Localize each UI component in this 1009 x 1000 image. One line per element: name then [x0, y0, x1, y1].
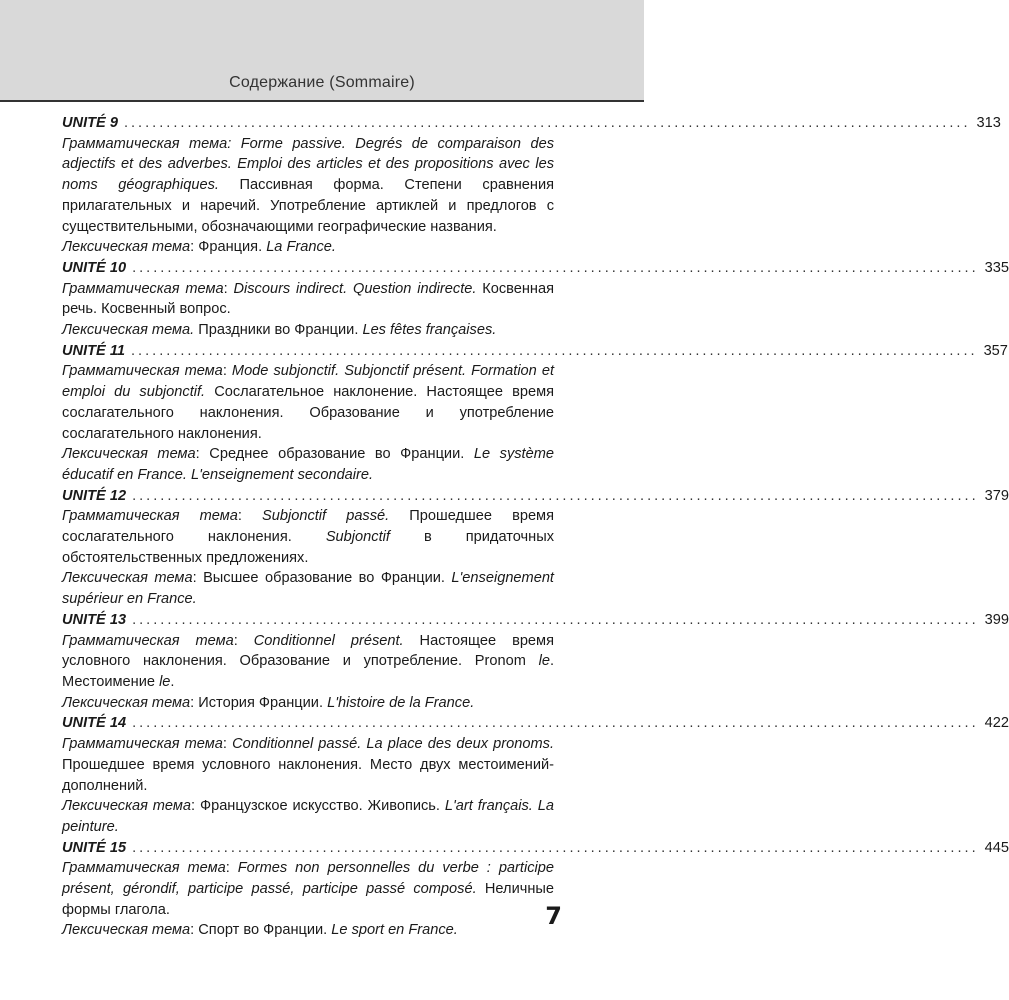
unit-page-number: 335: [984, 259, 1009, 276]
lexical-topic: [62, 568, 554, 609]
text-segment: le: [159, 673, 171, 690]
text-segment: le: [538, 653, 550, 670]
grammar-topic: [62, 134, 554, 238]
text-segment: Сослагательное наклонение. Настоящее время сослагательного наклонения. Образование и употребление сослагательного наклонения.: [62, 384, 555, 442]
text-segment: .: [170, 673, 175, 690]
text-segment: : Высшее образование во Франции.: [192, 570, 452, 587]
dot-leader: ........................................................................................................................: [132, 715, 979, 732]
toc-entry-heading: [62, 486, 1009, 507]
unit-title: UNITÉ 12: [62, 487, 127, 504]
unit-title: UNITÉ 15: [62, 839, 127, 856]
dot-leader: ........................................................................................................................: [132, 259, 979, 276]
unit-page-number: 357: [983, 342, 1008, 359]
text-segment: Лексическая тема: [62, 694, 191, 711]
dot-leader: ........................................................................................................................: [123, 115, 971, 131]
toc-entry: [62, 341, 1008, 486]
text-segment: Прошедшее время сослагательного наклонения.: [62, 508, 554, 546]
toc-entry: [62, 258, 1009, 341]
toc-entry: [62, 113, 1001, 258]
lexical-topic: [62, 796, 554, 837]
unit-page-number: 379: [984, 487, 1009, 504]
text-segment: Неличные формы глагола.: [62, 881, 554, 918]
text-segment: Mode subjonctif. Subjonctif présent. Formation et emploi du subjonctif.: [62, 363, 554, 401]
unit-page-number: 422: [984, 715, 1009, 732]
text-segment: Subjonctif: [325, 529, 390, 546]
text-segment: : Спорт во Франции.: [190, 922, 332, 939]
text-segment: Пассивная форма. Степени сравнения прилагательных и наречий. Употребление артиклей и предлогов с существительными, обозначающими географические названия.: [62, 177, 554, 235]
grammar-topic: [62, 631, 554, 693]
toc-entry: [62, 486, 1009, 610]
text-segment: Грамматическая тема: [62, 860, 226, 877]
page-number: 7: [545, 902, 562, 930]
toc-entry-heading: [62, 610, 1009, 631]
toc-entry-heading: [62, 258, 1009, 279]
toc-entry-heading: [62, 838, 1009, 859]
unit-page-number: 313: [976, 115, 1001, 131]
text-segment: Le système éducatif en France. L'enseignement secondaire.: [62, 446, 554, 483]
toc-entry-heading: [62, 113, 1001, 134]
text-segment: : Франция.: [190, 239, 267, 256]
text-segment: : История Франции.: [190, 694, 328, 711]
grammar-topic: [62, 858, 554, 920]
unit-page-number: 445: [984, 839, 1009, 856]
dot-leader: ........................................................................................................................: [132, 611, 979, 628]
text-segment: Le sport en France.: [331, 922, 458, 939]
toc-entry: [62, 713, 1009, 837]
lexical-topic: [62, 920, 554, 941]
toc-entry-heading: [62, 341, 1008, 362]
text-segment: Discours indirect. Question indirecte.: [233, 280, 477, 297]
text-segment: Грамматическая тема: [62, 632, 234, 649]
lexical-topic: [62, 693, 554, 714]
dot-leader: ........................................................................................................................: [132, 487, 979, 504]
text-segment: Лексическая тема: [62, 570, 193, 587]
unit-title: UNITÉ 10: [62, 259, 127, 276]
toc-entry: [62, 610, 1009, 714]
text-segment: : Среднее образование во Франции.: [195, 446, 474, 463]
grammar-topic: [62, 361, 554, 444]
text-segment: :: [233, 632, 254, 649]
lexical-topic: [62, 237, 554, 258]
unit-page-number: 399: [984, 611, 1009, 628]
unit-title: UNITÉ 11: [62, 342, 125, 359]
text-segment: Грамматическая тема: [62, 280, 224, 297]
text-segment: Грамматическая тема: Forme passive. Degrés de comparaison des adjectifs et des adverbes. Emploi des articles et des propositions avec les noms géographiques.: [62, 135, 554, 194]
text-segment: Les fêtes françaises.: [362, 322, 497, 339]
unit-title: UNITÉ 9: [62, 115, 118, 131]
text-segment: L'histoire de la France.: [327, 694, 475, 711]
grammar-topic: [62, 734, 554, 796]
text-segment: Прошедшее время условного наклонения. Место двух местоимений-дополнений.: [62, 756, 554, 794]
text-segment: Conditionnel présent.: [253, 632, 404, 649]
text-segment: в придаточных обстоятельственных предложениях.: [62, 529, 555, 566]
text-segment: :: [225, 860, 238, 877]
text-segment: Conditionnel passé. La place des deux pronoms.: [232, 736, 555, 753]
text-segment: : Французское искусство. Живопись.: [191, 798, 445, 815]
text-segment: Лексическая тема: [62, 239, 191, 256]
text-segment: :: [222, 736, 233, 753]
toc-entry-heading: [62, 713, 1009, 734]
unit-title: UNITÉ 14: [62, 715, 127, 732]
dot-leader: ........................................................................................................................: [131, 342, 978, 359]
lexical-topic: [62, 444, 554, 485]
toc-entry: [62, 838, 1009, 942]
text-segment: Лексическая тема: [62, 798, 192, 815]
table-of-contents: [62, 113, 1009, 941]
text-segment: . Местоимение: [62, 653, 554, 690]
text-segment: :: [223, 280, 234, 297]
grammar-topic: [62, 506, 554, 568]
text-segment: :: [222, 363, 232, 380]
text-segment: Настоящее время условного наклонения. Образование и употребление. Pronom: [62, 632, 554, 670]
text-segment: Лексическая тема: [62, 922, 191, 939]
text-segment: Грамматическая тема: [62, 508, 238, 525]
text-segment: L'art français. La peinture.: [62, 798, 554, 835]
text-segment: La France.: [266, 239, 336, 256]
text-segment: Лексическая тема.: [62, 322, 195, 339]
text-segment: Грамматическая тема: [62, 363, 223, 380]
text-segment: Косвенная речь. Косвенный вопрос.: [62, 280, 554, 318]
dot-leader: ........................................................................................................................: [132, 839, 979, 856]
grammar-topic: [62, 279, 554, 320]
text-segment: L'enseignement supérieur en France.: [62, 570, 554, 608]
text-segment: Грамматическая тема: [62, 736, 223, 753]
text-segment: Праздники во Франции.: [194, 322, 363, 339]
text-segment: Formes non personnelles du verbe : participe présent, gérondif, participe passé, participe passé composé.: [62, 860, 554, 898]
running-header-title: Содержание (Sommaire): [229, 74, 415, 91]
text-segment: Subjonctif passé.: [262, 508, 390, 525]
text-segment: Лексическая тема: [62, 446, 196, 463]
lexical-topic: [62, 320, 554, 341]
text-segment: :: [237, 508, 263, 525]
unit-title: UNITÉ 13: [62, 611, 127, 628]
